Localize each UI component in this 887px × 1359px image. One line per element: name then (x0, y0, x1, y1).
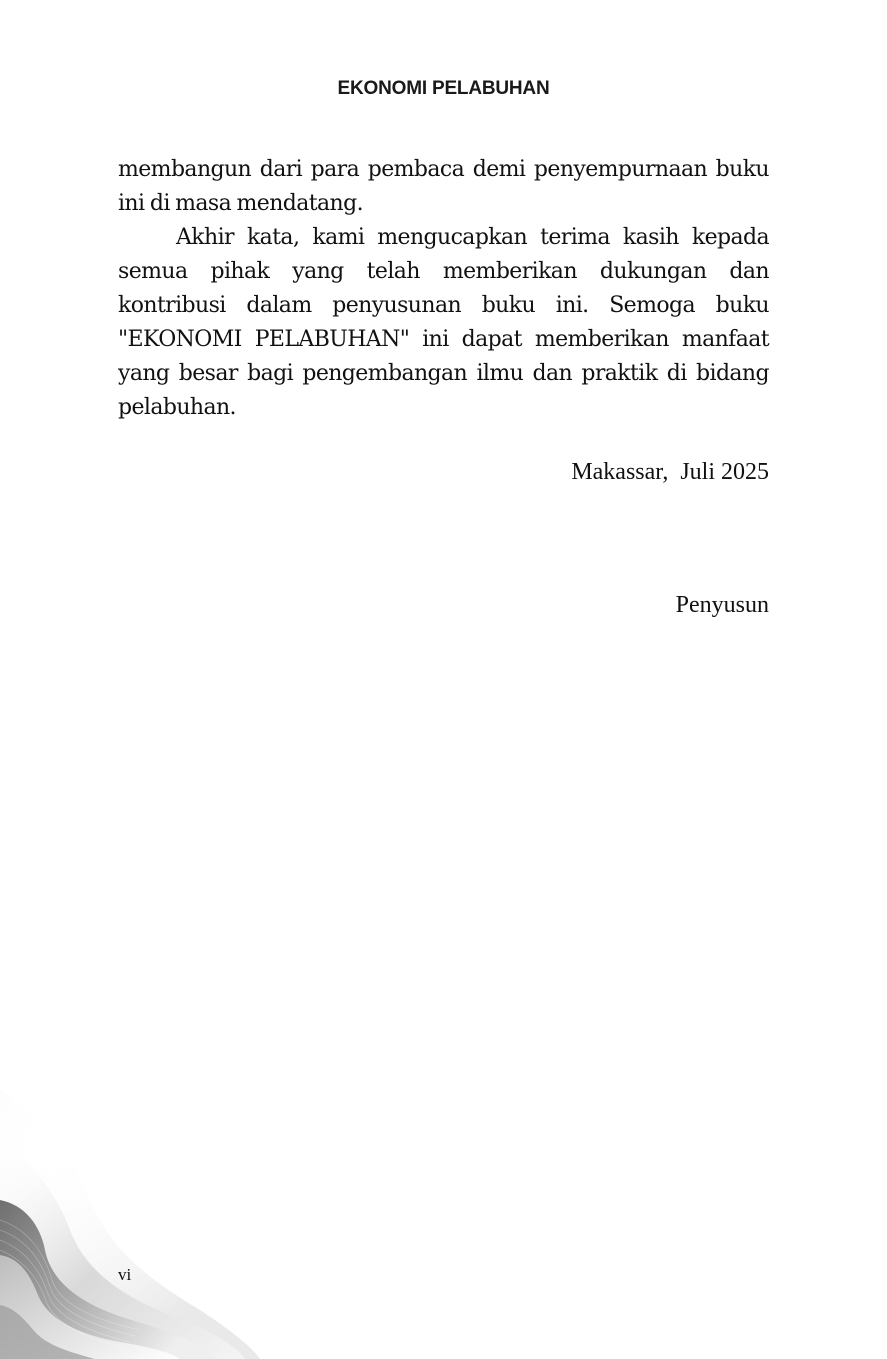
place-and-date: Makassar, Juli 2025 (571, 459, 769, 485)
paragraph-closing-remarks: Akhir kata, kami mengucapkan terima kasih kepada semua pihak yang telah memberikan dukungan dan kontribusi dalam penyusunan buku ini. Semoga buku "EKONOMI PELABUHAN" ini dapat memberikan manfaat yang besar bagi pengembangan ilmu dan praktik di bidang pelabuhan. (118, 225, 769, 420)
signer-label: Penyusun (675, 592, 769, 618)
running-header: EKONOMI PELABUHAN (337, 78, 550, 99)
corner-wave-decoration (0, 1080, 260, 1359)
page-number: vi (118, 1265, 132, 1284)
paragraph-continuation: membangun dari para pembaca demi penyempurnaan buku ini di masa mendatang. (118, 157, 769, 216)
body-text (118, 153, 769, 425)
